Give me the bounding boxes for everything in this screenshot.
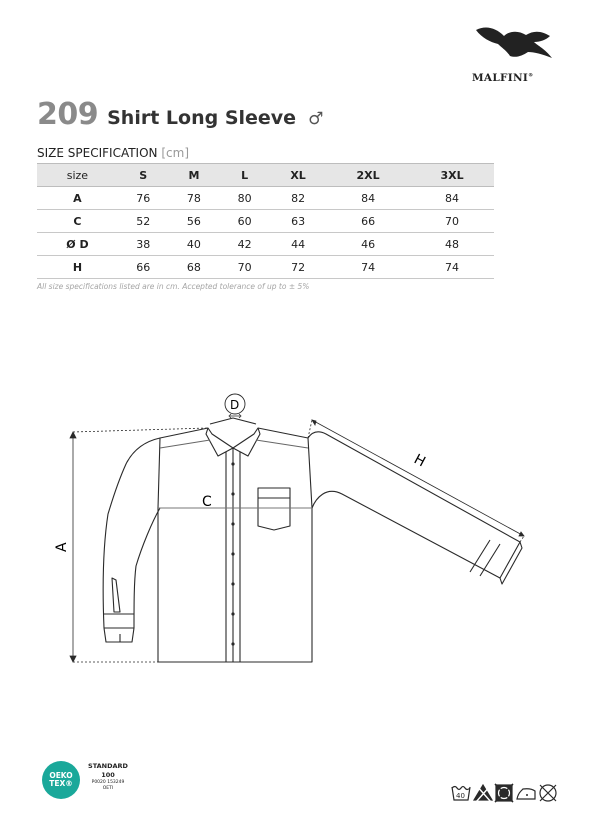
standard-label: [88, 762, 128, 792]
table-cell: 78: [169, 187, 220, 210]
shirt-technical-drawing: [50, 390, 540, 670]
eagle-icon: [472, 22, 556, 70]
oeko-tex-badge: [41, 760, 81, 800]
table-cell: 46: [326, 233, 410, 256]
dimension-label-h: H: [411, 451, 428, 471]
dimension-label-a: A: [54, 542, 70, 552]
table-cell: 60: [219, 210, 270, 233]
tolerance-note: All size specifications listed are in cm. Accepted tolerance of up to ± 5%: [37, 282, 310, 291]
column-header: L: [219, 164, 270, 187]
table-cell: 48: [410, 233, 494, 256]
table-cell: 42: [219, 233, 270, 256]
table-cell: 63: [270, 210, 326, 233]
row-label: A: [37, 187, 118, 210]
column-header: 2XL: [326, 164, 410, 187]
product-name: Shirt Long Sleeve: [107, 107, 297, 129]
oeko-line2: TEX®: [49, 779, 73, 788]
table-cell: 70: [219, 256, 270, 279]
certificate-institute: OETI: [102, 785, 114, 791]
wash-temp: 40: [456, 792, 465, 800]
certificate-code: P0020 153249: [91, 779, 125, 785]
table-cell: 40: [169, 233, 220, 256]
no-tumble-dry-icon: [495, 784, 513, 802]
table-cell: 84: [326, 187, 410, 210]
standard-line1: STANDARD: [88, 762, 128, 770]
iron-low-icon: [517, 789, 535, 799]
column-header: S: [118, 164, 169, 187]
table-row: [37, 256, 494, 279]
standard-line2: 100: [101, 770, 115, 779]
table-cell: 76: [118, 187, 169, 210]
table-cell: 74: [326, 256, 410, 279]
dimension-label-d: D: [230, 398, 240, 412]
care-symbols: [451, 782, 561, 804]
spec-heading-text: SIZE SPECIFICATION: [37, 146, 158, 160]
wash-40-icon: [452, 787, 470, 801]
brand-logo: [470, 22, 556, 92]
table-cell: 74: [410, 256, 494, 279]
table-cell: 52: [118, 210, 169, 233]
table-cell: 56: [169, 210, 220, 233]
row-label: H: [37, 256, 118, 279]
table-cell: 44: [270, 233, 326, 256]
no-dry-clean-icon: [540, 785, 556, 801]
column-header: size: [37, 164, 118, 187]
column-header: 3XL: [410, 164, 494, 187]
male-icon: ♂: [308, 109, 324, 129]
table-cell: 82: [270, 187, 326, 210]
row-label: Ø D: [37, 233, 118, 256]
table-cell: 70: [410, 210, 494, 233]
no-bleach-icon: [474, 785, 492, 802]
table-header-row: [37, 164, 494, 187]
table-row: [37, 187, 494, 210]
oeko-line1: OEKO: [49, 770, 73, 780]
table-cell: 38: [118, 233, 169, 256]
table-cell: 80: [219, 187, 270, 210]
column-header: XL: [270, 164, 326, 187]
table-row: [37, 233, 494, 256]
table-cell: 72: [270, 256, 326, 279]
table-cell: 66: [326, 210, 410, 233]
spec-unit: [cm]: [161, 146, 189, 160]
table-cell: 68: [169, 256, 220, 279]
product-number: 209: [37, 97, 99, 132]
table-cell: 84: [410, 187, 494, 210]
brand-wordmark: MALFINI®: [472, 72, 534, 84]
size-table: [37, 163, 494, 279]
product-title: [37, 97, 323, 132]
table-cell: 66: [118, 256, 169, 279]
dimension-label-c: C: [202, 494, 212, 510]
table-row: [37, 210, 494, 233]
spec-heading: [37, 146, 189, 160]
row-label: C: [37, 210, 118, 233]
column-header: M: [169, 164, 220, 187]
